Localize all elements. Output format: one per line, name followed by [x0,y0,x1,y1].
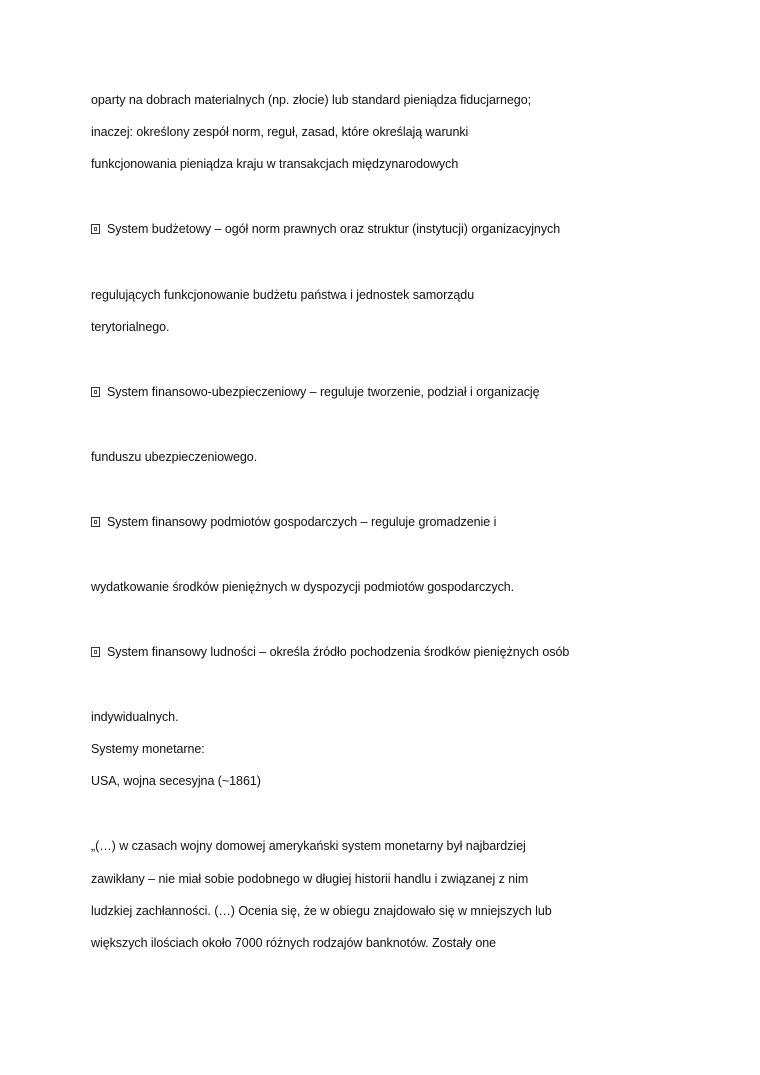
text-line: terytorialnego. [91,320,170,334]
missing-glyph-bullet-icon [91,387,100,397]
quote-line: „(…) w czasach wojny domowej amerykański system monetarny był najbardziej [91,839,526,853]
bullet-text: System finansowy podmiotów gospodarczych – reguluje gromadzenie i [107,515,497,529]
quote-line: zawikłany – nie miał sobie podobnego w długiej historii handlu i związanej z nim [91,872,529,886]
bullet-text: System finansowy ludności – określa źródło pochodzenia środków pieniężnych osób [107,645,570,659]
bullet-item-system-budzetowy [91,221,560,237]
section-heading: Systemy monetarne: [91,742,205,756]
text-line: oparty na dobrach materialnych (np. złocie) lub standard pieniądza fiducjarnego; [91,93,532,107]
bullet-text: System finansowo-ubezpieczeniowy – reguluje tworzenie, podział i organizację [107,385,540,399]
bullet-item-system-finansowy-ludnosci [91,644,569,660]
bullet-text: System budżetowy – ogół norm prawnych oraz struktur (instytucji) organizacyjnych [107,222,561,236]
text-line: funkcjonowania pieniądza kraju w transakcjach międzynarodowych [91,157,459,171]
text-line: wydatkowanie środków pieniężnych w dyspozycji podmiotów gospodarczych. [91,580,515,594]
text-line: funduszu ubezpieczeniowego. [91,450,258,464]
bullet-item-system-podmiotow-gospodarczych [91,514,496,530]
bullet-item-system-finansowo-ubezpieczeniowy [91,384,540,400]
text-line: inaczej: określony zespół norm, reguł, zasad, które określają warunki [91,125,469,139]
missing-glyph-bullet-icon [91,517,100,527]
quote-line: większych ilościach około 7000 różnych rodzajów banknotów. Zostały one [91,936,497,950]
missing-glyph-bullet-icon [91,224,100,234]
text-line: USA, wojna secesyjna (~1861) [91,774,261,788]
quote-line: ludzkiej zachłanności. (…) Ocenia się, że w obiegu znajdowało się w mniejszych lub [91,904,552,918]
text-line: regulujących funkcjonowanie budżetu państwa i jednostek samorządu [91,288,475,302]
missing-glyph-bullet-icon [91,647,100,657]
text-line: indywidualnych. [91,710,179,724]
